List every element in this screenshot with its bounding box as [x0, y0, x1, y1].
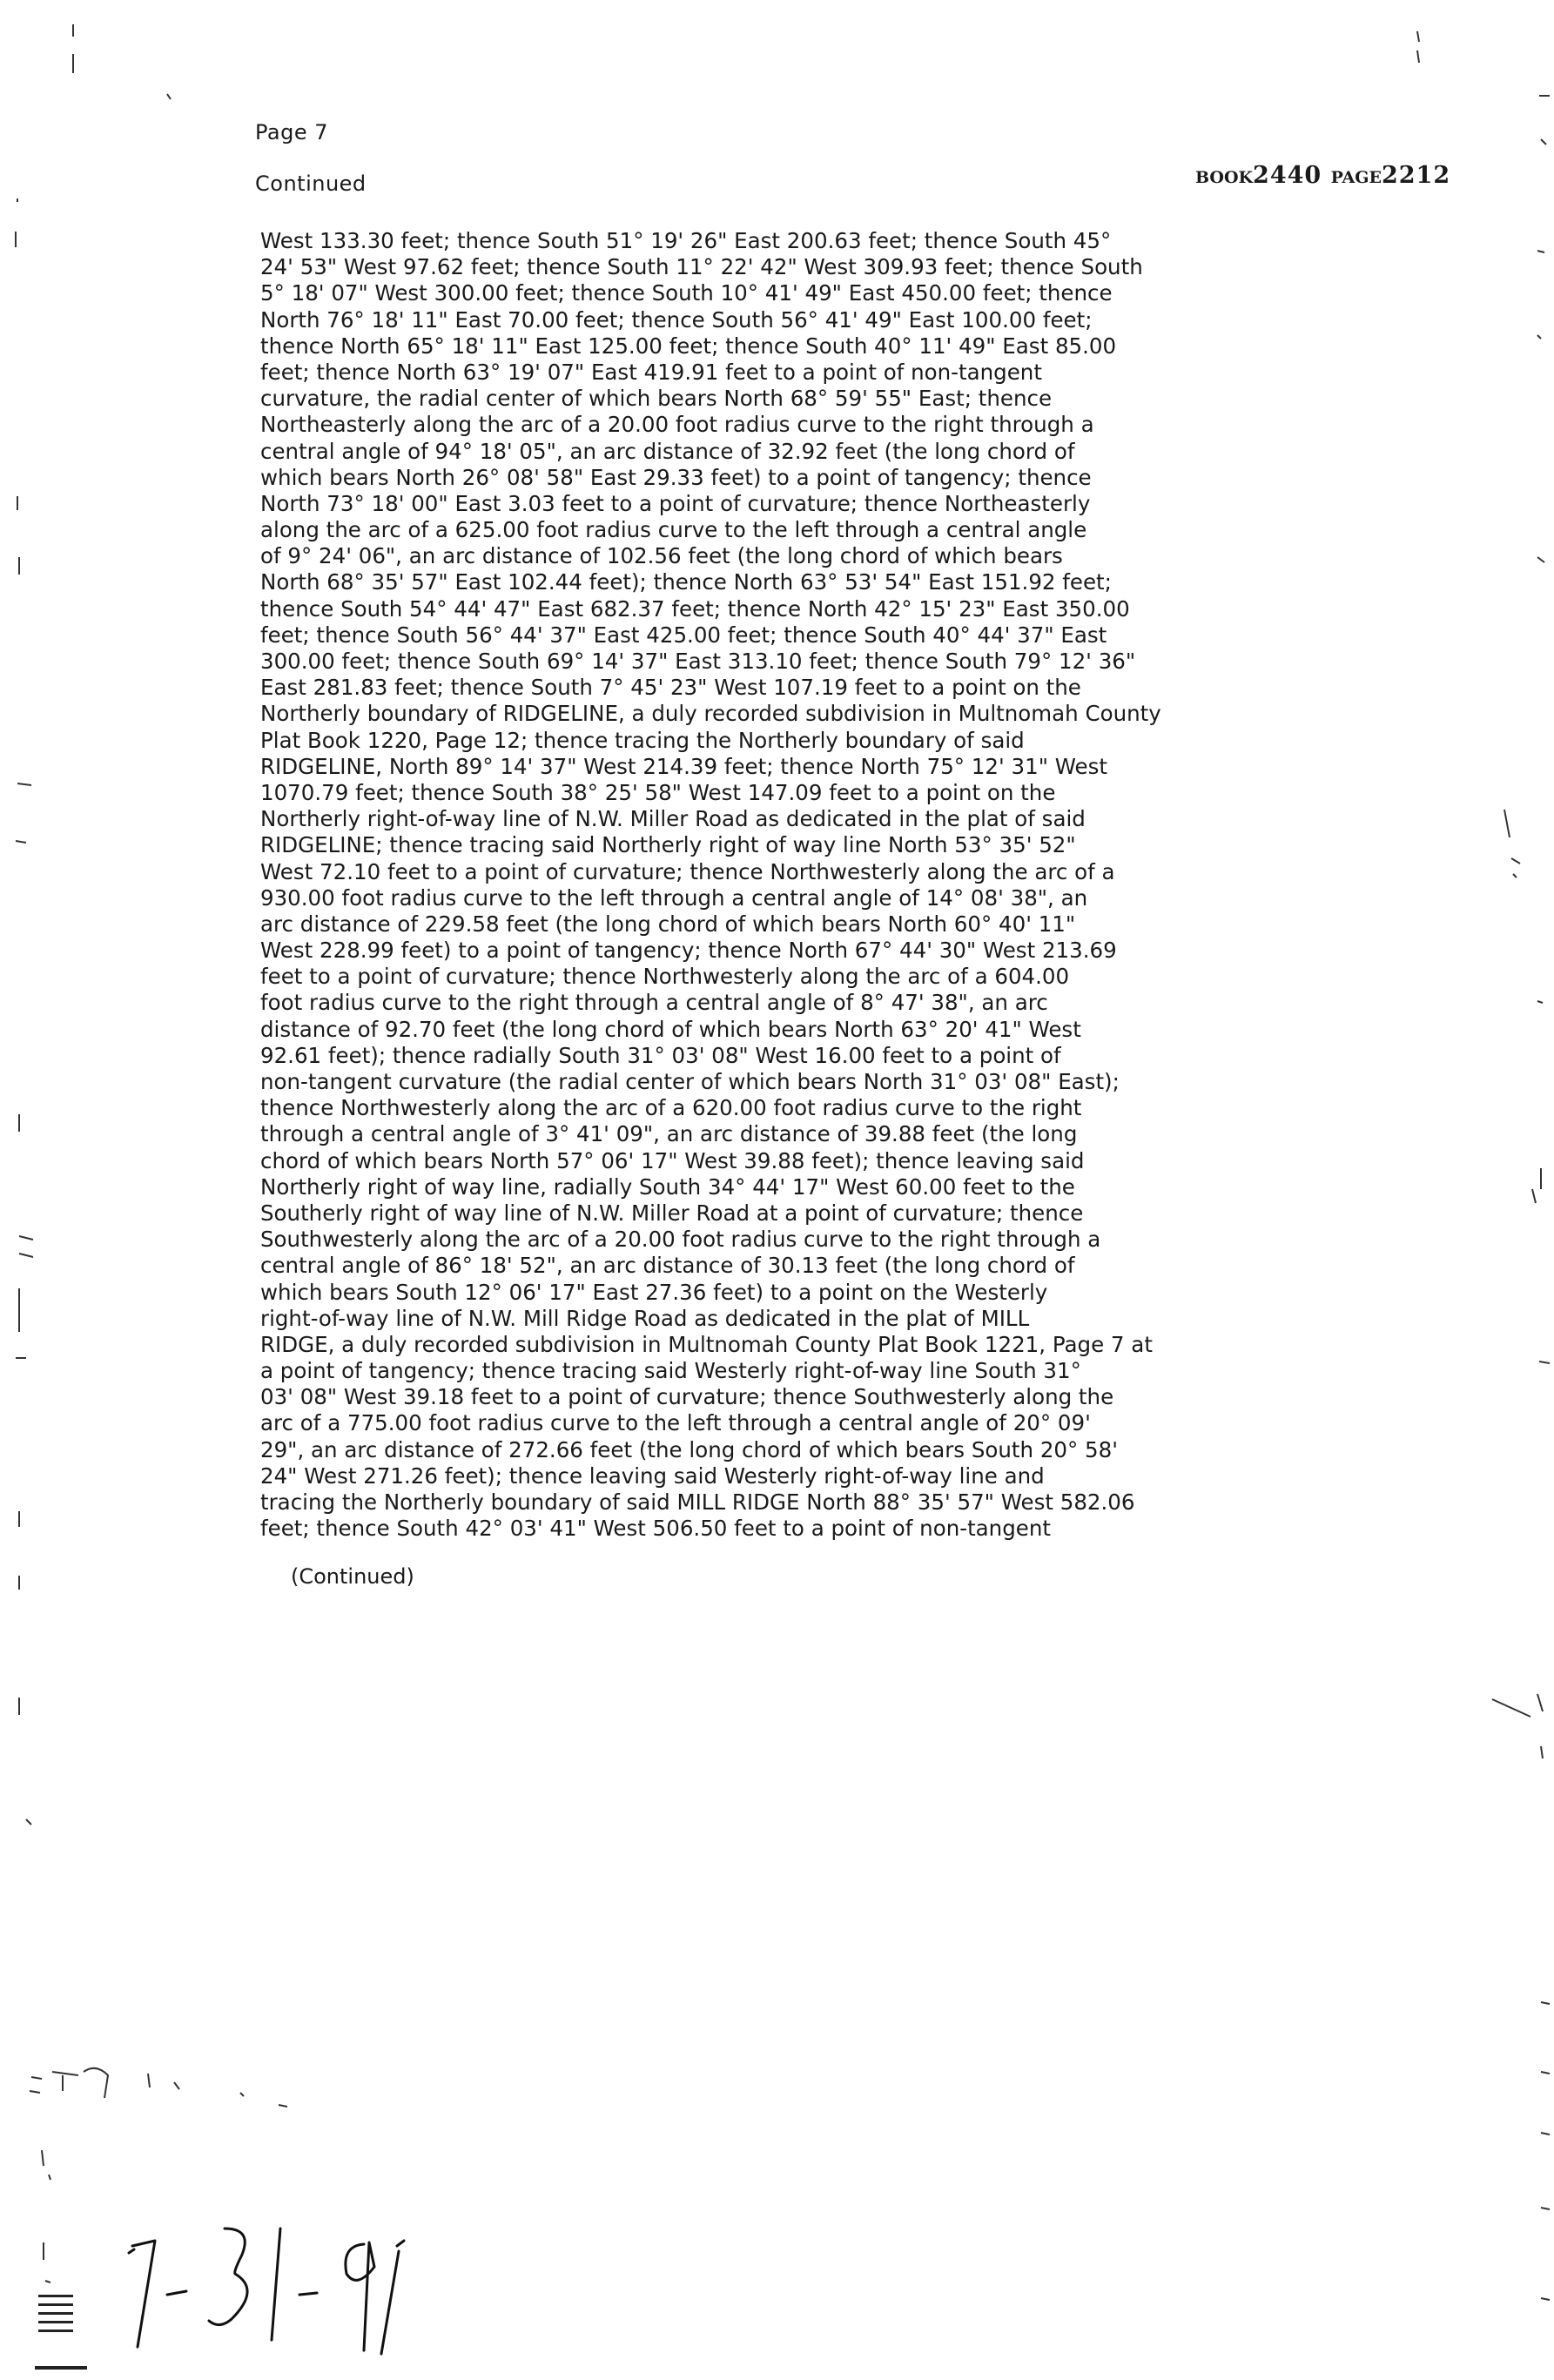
body-line: West 228.99 feet) to a point of tangency; thence North 67° 44' 30" West 213.69: [260, 938, 1117, 964]
page-label: Page 7: [255, 120, 328, 145]
body-line: a point of tangency; thence tracing said Westerly right-of-way line South 31°: [260, 1358, 1081, 1384]
body-line: 5° 18' 07" West 300.00 feet; thence South 10° 41' 49" East 450.00 feet; thence: [260, 280, 1113, 306]
body-line: distance of 92.70 feet (the long chord of which bears North 63° 20' 41" West: [260, 1016, 1081, 1042]
body-line: 930.00 foot radius curve to the left through a central angle of 14° 08' 38", an: [260, 884, 1088, 911]
continued-footer: (Continued): [291, 1564, 414, 1589]
body-line: Southwesterly along the arc of a 20.00 foot radius curve to the right through a: [260, 1227, 1101, 1253]
body-line: 24' 53" West 97.62 feet; thence South 11° 22' 42" West 309.93 feet; thence South: [260, 254, 1143, 280]
body-line: 92.61 feet); thence radially South 31° 03' 08" West 16.00 feet to a point of: [260, 1042, 1061, 1068]
body-line: arc of a 775.00 foot radius curve to the left through a central angle of 20° 09': [260, 1410, 1091, 1436]
body-line: 29", an arc distance of 272.66 feet (the long chord of which bears South 20° 58': [260, 1436, 1118, 1462]
body-line: thence South 54° 44' 47" East 682.37 feet; thence North 42° 15' 23" East 350.00: [260, 595, 1130, 622]
body-line: 24" West 271.26 feet); thence leaving said Westerly right-of-way line and: [260, 1462, 1045, 1489]
body-line: Northeasterly along the arc of a 20.00 foot radius curve to the right through a: [260, 412, 1094, 438]
body-line: Plat Book 1220, Page 12; thence tracing the Northerly boundary of said: [260, 727, 1025, 753]
body-line: right-of-way line of N.W. Mill Ridge Road as dedicated in the plat of MILL: [260, 1305, 1030, 1331]
body-line: East 281.83 feet; thence South 7° 45' 23" West 107.19 feet to a point on the: [260, 675, 1081, 701]
body-line: feet; thence South 42° 03' 41" West 506.50 feet to a point of non-tangent: [260, 1516, 1051, 1542]
body-line: along the arc of a 625.00 foot radius curve to the left through a central angle: [260, 517, 1087, 543]
body-line: RIDGE, a duly recorded subdivision in Multnomah County Plat Book 1221, Page 7 at: [260, 1331, 1153, 1357]
body-line: North 68° 35' 57" East 102.44 feet); thence North 63° 53' 54" East 151.92 feet;: [260, 569, 1112, 595]
body-line: tracing the Northerly boundary of said MILL RIDGE North 88° 35' 57" West 582.06: [260, 1489, 1135, 1515]
body-line: West 72.10 feet to a point of curvature; thence Northwesterly along the arc of a: [260, 858, 1115, 884]
body-line: RIDGELINE, North 89° 14' 37" West 214.39 feet; thence North 75° 12' 31" West: [260, 753, 1108, 779]
body-line: chord of which bears North 57° 06' 17" West 39.88 feet); thence leaving said: [260, 1147, 1085, 1173]
body-line: feet; thence North 63° 19' 07" East 419.91 feet to a point of non-tangent: [260, 359, 1042, 385]
body-line: RIDGELINE; thence tracing said Northerly right of way line North 53° 35' 52": [260, 832, 1076, 858]
body-line: thence North 65° 18' 11" East 125.00 feet; thence South 40° 11' 49" East 85.00: [260, 333, 1117, 359]
body-line: which bears South 12° 06' 17" East 27.36 feet) to a point on the Westerly: [260, 1279, 1048, 1305]
book-number: 2440: [1253, 162, 1322, 189]
body-line: curvature, the radial center of which bears North 68° 59' 55" East; thence: [260, 386, 1053, 412]
body-line: arc distance of 229.58 feet (the long chord of which bears North 60° 40' 11": [260, 911, 1076, 937]
body-line: Northerly right of way line, radially South 34° 44' 17" West 60.00 feet to the: [260, 1173, 1075, 1200]
body-line: central angle of 94° 18' 05", an arc distance of 32.92 feet (the long chord of: [260, 438, 1075, 464]
body-line: North 73° 18' 00" East 3.03 feet to a point of curvature; thence Northeasterly: [260, 490, 1091, 516]
body-line: non-tangent curvature (the radial center of which bears North 31° 03' 08" East);: [260, 1069, 1120, 1094]
book-word: BOOK: [1195, 168, 1254, 187]
page-word: PAGE: [1330, 168, 1382, 187]
body-line: feet to a point of curvature; thence Northwesterly along the arc of a 604.00: [260, 964, 1070, 990]
body-line: North 76° 18' 11" East 70.00 feet; thence South 56° 41' 49" East 100.00 feet;: [260, 306, 1093, 333]
body-line: Northerly boundary of RIDGELINE, a duly recorded subdivision in Multnomah County: [260, 701, 1161, 727]
body-line: 1070.79 feet; thence South 38° 25' 58" West 147.09 feet to a point on the: [260, 779, 1056, 805]
body-line: thence Northwesterly along the arc of a 620.00 foot radius curve to the right: [260, 1095, 1082, 1121]
body-line: foot radius curve to the right through a central angle of 8° 47' 38", an arc: [260, 990, 1048, 1016]
page-number: 2212: [1381, 162, 1451, 189]
body-line: 03' 08" West 39.18 feet to a point of curvature; thence Southwesterly along the: [260, 1384, 1114, 1410]
body-line: 300.00 feet; thence South 69° 14' 37" East 313.10 feet; thence South 79° 12' 36": [260, 649, 1136, 674]
body-line: which bears North 26° 08' 58" East 29.33 feet) to a point of tangency; thence: [260, 464, 1092, 490]
body-line: central angle of 86° 18' 52", an arc distance of 30.13 feet (the long chord of: [260, 1253, 1075, 1279]
body-line: through a central angle of 3° 41' 09", an arc distance of 39.88 feet (the long: [260, 1121, 1078, 1147]
body-line: of 9° 24' 06", an arc distance of 102.56 feet (the long chord of which bears: [260, 543, 1063, 569]
body-line: feet; thence South 56° 44' 37" East 425.00 feet; thence South 40° 44' 37" East: [260, 622, 1107, 648]
continued-label: Continued: [255, 171, 367, 196]
body-line: Southerly right of way line of N.W. Miller Road at a point of curvature; thence: [260, 1200, 1084, 1226]
body-line: Northerly right-of-way line of N.W. Miller Road as dedicated in the plat of said: [260, 806, 1086, 832]
body-line: West 133.30 feet; thence South 51° 19' 26" East 200.63 feet; thence South 45°: [260, 228, 1112, 253]
